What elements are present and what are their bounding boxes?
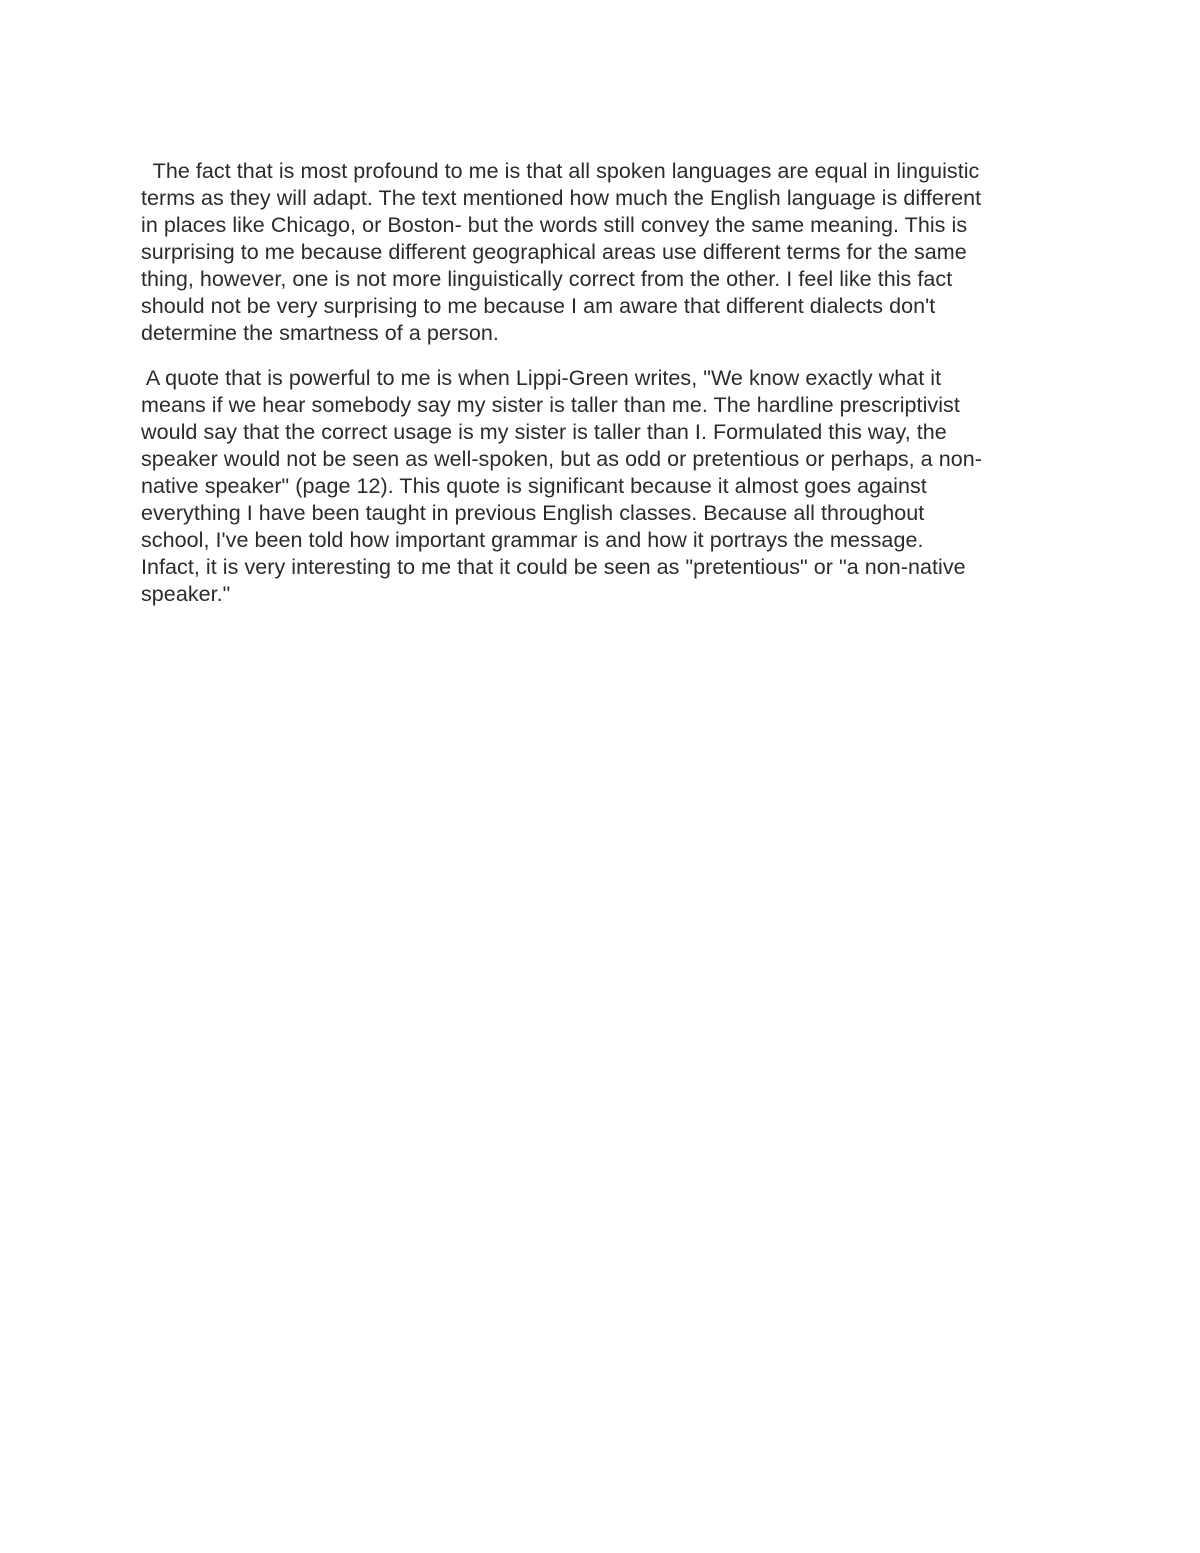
- text-line: native speaker" (page 12). This quote is significant because it almost goes against: [141, 474, 927, 498]
- document-body: [141, 158, 1061, 608]
- text-line: terms as they will adapt. The text mentioned how much the English language is different: [141, 186, 982, 210]
- text-line: speaker.": [141, 582, 231, 606]
- text-line: A quote that is powerful to me is when Lippi-Green writes, "We know exactly what it: [141, 366, 942, 390]
- text-line: would say that the correct usage is my sister is taller than I. Formulated this way, the: [141, 420, 947, 444]
- text-line: Infact, it is very interesting to me that it could be seen as "pretentious" or "a non-native: [141, 555, 966, 579]
- paragraph-1: [141, 158, 1061, 347]
- text-line: The fact that is most profound to me is that all spoken languages are equal in linguistic: [141, 159, 980, 183]
- text-line: speaker would not be seen as well-spoken, but as odd or pretentious or perhaps, a non-: [141, 447, 982, 471]
- text-line: means if we hear somebody say my sister is taller than me. The hardline prescriptivist: [141, 393, 960, 417]
- text-line: should not be very surprising to me because I am aware that different dialects don't: [141, 294, 936, 318]
- text-line: thing, however, one is not more linguistically correct from the other. I feel like this fact: [141, 267, 953, 291]
- paragraph-2: [141, 365, 1061, 608]
- text-line: determine the smartness of a person.: [141, 321, 499, 345]
- text-line: in places like Chicago, or Boston- but the words still convey the same meaning. This is: [141, 213, 968, 237]
- text-line: surprising to me because different geographical areas use different terms for the same: [141, 240, 967, 264]
- text-line: everything I have been taught in previous English classes. Because all throughout: [141, 501, 925, 525]
- text-line: school, I've been told how important grammar is and how it portrays the message.: [141, 528, 924, 552]
